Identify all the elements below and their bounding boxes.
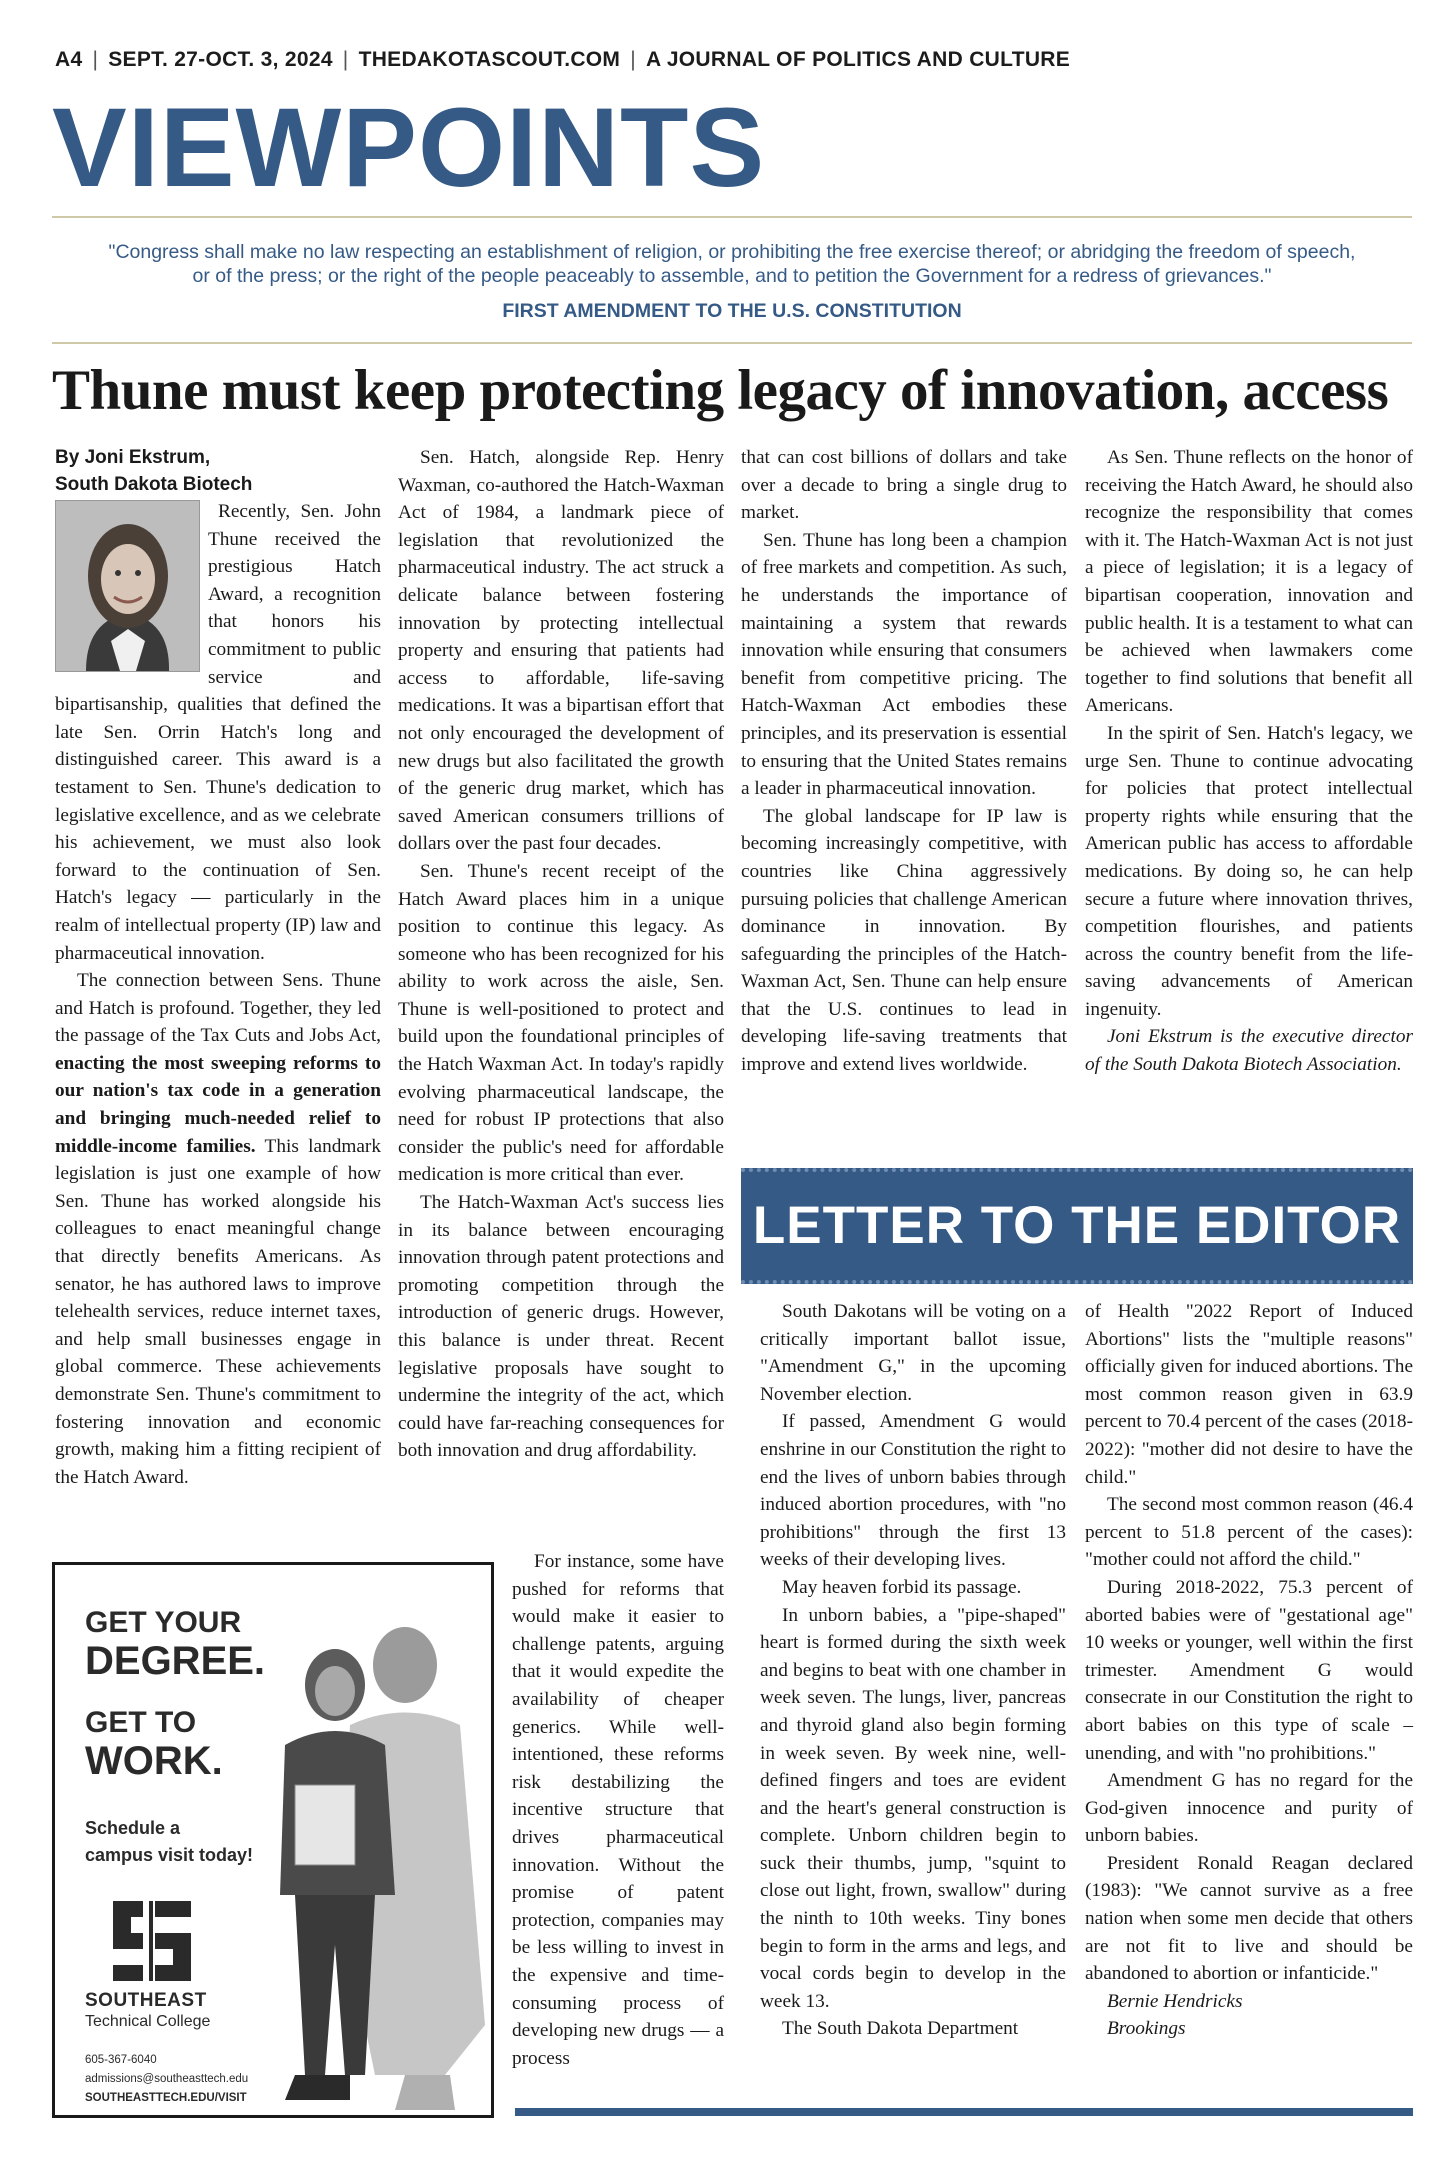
paragraph: The Hatch-Waxman Act's success lies in its balance between encouraging innovation through patent protections and promoting competition through the introduction of generic drugs. However, this balance is under threat. Recent legislative proposals have sought to undermine the integrity of the act, which could have far-reaching consequences for both innovation and drug affordability. (398, 1192, 724, 1462)
amendment-attribution: FIRST AMENDMENT TO THE U.S. CONSTITUTION (502, 300, 962, 322)
ad-line: GET TO (85, 1706, 197, 1739)
ad-school-type: Technical College (85, 2013, 211, 2030)
issue-dates: SEPT. 27-OCT. 3, 2024 (108, 48, 333, 71)
ad-school-name: SOUTHEAST (85, 1990, 207, 2011)
paragraph: As Sen. Thune reflects on the honor of receiving the Hatch Award, he should also recognize the responsibility that comes with it. The Hatch-Waxman Act is not just a piece of legislation; it is a legacy of bipartisan cooperation, innovation and public health. It is a testament to what can be achieved when lawmakers come together to find solutions that benefit all Americans. (1085, 447, 1413, 717)
paragraph: that can cost billions of dollars and take over a decade to bring a single drug to market. (741, 447, 1067, 524)
quote-line-2: or of the press; or the right of the people peaceably to assemble, and to petition the Government for a redress of grievances." (192, 265, 1272, 287)
article-column-4 (1085, 444, 1413, 1079)
page-header: A4 | SEPT. 27-OCT. 3, 2024 | THEDAKOTASCOUT.COM | A JOURNAL OF POLITICS AND CULTURE (55, 48, 1071, 71)
article-column-3 (741, 444, 1067, 1079)
text-run: This landmark legislation is just one example of how Sen. Thune has worked alongside his colleagues to enact meaningful change that directly benefits Americans. As senator, he has authored laws to improve telehealth services, reduce internet taxes, and help small businesses engage in global commerce. These achievements demonstrate Sen. Thune's commitment to fostering innovation and economic growth, making him a fitting recipient of the Hatch Award. (55, 1135, 381, 1488)
letter-signer: Bernie Hendricks (1107, 1990, 1243, 2012)
paragraph (55, 967, 381, 1491)
ad-email-link[interactable]: admissions@southeasttech.edu (85, 2073, 249, 2085)
text-run: The connection between Sens. Thune and Hatch is profound. Together, they led the passage of the Tax Cuts and Jobs Act, (55, 970, 381, 1047)
paragraph: The South Dakota Department (782, 2018, 1019, 2040)
ad-school (85, 1990, 210, 2032)
letter-column-2 (1085, 1298, 1413, 2043)
author-note: Joni Ekstrum is the executive director of the South Dakota Biotech Association. (1085, 1026, 1413, 1076)
paragraph: Sen. Thune has long been a champion of free markets and competition. As such, he understands the importance of maintaining a system that rewards innovation while ensuring that consumers benefit from competitive pricing. The Hatch-Waxman Act embodies these principles, and its preservation is essential to ensuring that the United States remains a leader in pharmaceutical innovation. (741, 529, 1067, 800)
paragraph: of Health "2022 Report of Induced Abortions" lists the "multiple reasons" officially given for induced abortions. The most common reason given in 63.9 percent to 70.4 percent of the cases (2018-2022): "mother did not desire to have the child." (1085, 1301, 1413, 1488)
author-portrait-icon (56, 501, 199, 671)
ad-line: GET YOUR (85, 1606, 242, 1639)
paragraph: If passed, Amendment G would enshrine in our Constitution the right to end the lives of unborn babies through induced abortion procedures, with "no prohibitions" through the first 13 weeks of their developing lives. (760, 1411, 1066, 1571)
divider-bottom (52, 342, 1412, 344)
ad-cta-line: Schedule a (85, 1818, 181, 1838)
paragraph: During 2018-2022, 75.3 percent of aborted babies were of "gestational age" 10 weeks or younger, well within the first trimester. Amendment G would consecrate in our Constitution the right to abort babies on this type of scale – unending, and with "no prohibitions." (1085, 1576, 1413, 1764)
paragraph: Sen. Thune's recent receipt of the Hatch Award places him in a unique position to continue this legacy. As someone who has been recognized for his ability to work across the aisle, Sen. Thune is well-positioned to protect and build upon the foundational principles of the Hatch Waxman Act. In today's rapidly evolving pharmaceutical landscape, the need for robust IP protections that also consider the public's need for affordable medication is more critical than ever. (398, 860, 724, 1186)
article-column-1 (55, 444, 381, 1491)
paragraph: Amendment G has no regard for the God-given innocence and purity of unborn babies. (1085, 1770, 1413, 1847)
tagline: A JOURNAL OF POLITICS AND CULTURE (646, 48, 1071, 71)
letter-column-1 (760, 1298, 1066, 2043)
southeast-logo-icon (109, 1897, 195, 1985)
paragraph: May heaven forbid its passage. (782, 1576, 1022, 1598)
article-headline: Thune must keep protecting legacy of innovation, access (52, 359, 1389, 422)
ad-line: DEGREE. (85, 1639, 266, 1683)
quote-line-1: "Congress shall make no law respecting an establishment of religion, or prohibiting the free exercise thereof; or abridging the freedom of speech, (108, 241, 1356, 263)
bold-run: enacting the most sweeping reforms to our nation's tax code in a generation and bringing much-needed relief to middle-income families. (55, 1052, 381, 1157)
amendment-quote (52, 240, 1412, 288)
paragraph: The second most common reason (46.4 percent to 51.8 percent of the cases): "mother could not afford the child." (1085, 1494, 1413, 1571)
page-number: A4 (55, 48, 83, 71)
ad-phone: 605-367-6040 (85, 2054, 157, 2066)
paragraph: South Dakotans will be voting on a critically important ballot issue, "Amendment G," in the upcoming November election. (760, 1301, 1066, 1405)
paragraph: In the spirit of Sen. Hatch's legacy, we urge Sen. Thune to continue advocating for policies that protect intellectual property rights while ensuring that the American public has access to affordable medications. By doing so, he can help secure a future where innovation thrives, competition flourishes, and patients across the country benefit from the life-saving advancements of American ingenuity. (1085, 722, 1413, 1020)
ad-headline-1 (85, 1607, 265, 1683)
paragraph: The global landscape for IP law is becoming increasingly competitive, with countries like China aggressively pursuing policies that challenge American dominance in innovation. By safeguarding the principles of the Hatch-Waxman Act, Sen. Thune can help ensure that the U.S. continues to lead in developing life-saving treatments that improve and extend lives worldwide. (741, 805, 1067, 1076)
paragraph: Sen. Hatch, alongside Rep. Henry Waxman, co-authored the Hatch-Waxman Act of 1984, a landmark piece of legislation that revolutionized the pharmaceutical industry. The act struck a delicate balance between fostering innovation by protecting intellectual property and ensuring that patients had access to affordable, life-saving medications. It was a bipartisan effort that not only encouraged the development of new drugs but also facilitated the growth of the generic drug market, which has saved American consumers trillions of dollars over the past four decades. (398, 447, 724, 855)
article-column-2-continued (512, 1548, 724, 2072)
paragraph: Recently, Sen. John Thune received the prestigious Hatch Award, a recognition that honors his commitment to public service and bipartisanship, qualities that defined the late Sen. Orrin Hatch's long and distinguished career. This award is a testament to Sen. Thune's dedication to legislative excellence, and as we celebrate his achievement, we must also look forward to the continuation of Sen. Hatch's legacy — particularly in the realm of intellectual property (IP) law and pharmaceutical innovation. (55, 501, 381, 964)
byline-name: By Joni Ekstrum, (55, 447, 211, 468)
ad-contact (85, 2051, 248, 2108)
section-title: VIEWPOINTS (52, 85, 766, 210)
byline (55, 444, 381, 498)
site-link[interactable]: THEDAKOTASCOUT.COM (358, 48, 621, 71)
ad-headline-2 (85, 1707, 223, 1783)
ad-url-link[interactable]: SOUTHEASTTECH.EDU/VISIT (85, 2092, 247, 2104)
letter-banner (741, 1168, 1413, 1284)
students-photo-icon (255, 1605, 494, 2115)
ad-line: WORK. (85, 1739, 223, 1783)
ad-cta-line: campus visit today! (85, 1845, 254, 1865)
letter-town: Brookings (1107, 2018, 1186, 2040)
article-column-2 (398, 444, 724, 1465)
paragraph: President Ronald Reagan declared (1983): "We cannot survive as a free nation when some men decide that others are not fit to live and should be abandoned to abortion or infanticide." (1085, 1852, 1413, 1985)
paragraph: In unborn babies, a "pipe-shaped" heart is formed during the sixth week and begins to beat with one chamber in week seven. The lungs, liver, pancreas and thyroid gland also begin forming in week seven. By week nine, well-defined fingers and toes are evident and the heart's general construction is complete. Unborn children begin to suck their thumbs, jump, "squint to close out light, frown, swallow" during the ninth to 10th weeks. Tiny bones begin to form in the arms and legs, and vocal cords begin to develop in the week 13. (760, 1604, 1066, 2012)
ad-cta (85, 1815, 253, 1869)
bottom-rule (515, 2108, 1413, 2116)
author-photo (55, 500, 200, 672)
paragraph: For instance, some have pushed for reforms that would make it easier to challenge patents, arguing that it would expedite the availability of cheaper generics. While well-intentioned, these reforms risk destabilizing the incentive structure that drives pharmaceutical innovation. Without the promise of patent protection, companies may be less willing to invest in the expensive and time-consuming process of developing new drugs — a process (512, 1551, 724, 2069)
byline-org: South Dakota Biotech (55, 474, 253, 495)
advertisement[interactable] (52, 1562, 494, 2118)
divider-top (52, 216, 1412, 218)
letter-banner-title: LETTER TO THE EDITOR (752, 1196, 1402, 1255)
